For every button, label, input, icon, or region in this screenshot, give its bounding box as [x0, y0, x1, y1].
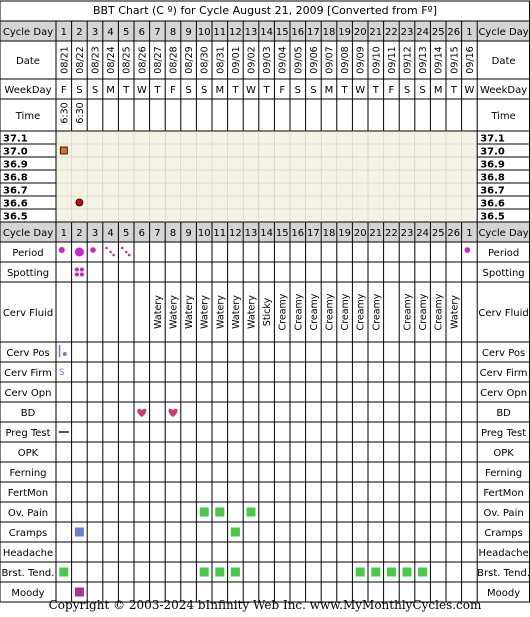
temp-axis-label-right: 37.1: [480, 133, 505, 145]
cervical-fluid-label: Watery: [230, 295, 242, 329]
period-spot-mark: [105, 247, 108, 250]
breast-tenderness-mark: [200, 568, 209, 577]
date-label: 08/29: [184, 46, 196, 74]
temp-axis-label-left: 36.5: [3, 211, 28, 223]
row-label-left: Cerv Firm: [4, 368, 52, 379]
row-label-right: Cycle Day: [478, 228, 529, 239]
period-spot-mark: [128, 254, 131, 257]
row-label-left: Ov. Pain: [7, 508, 49, 519]
cervical-fluid-label: Creamy: [293, 293, 305, 331]
ovulation-pain-mark: [215, 508, 224, 517]
cycle-day-number: 7: [154, 228, 161, 239]
cycle-day-number: 8: [169, 228, 177, 239]
temperature-area-bg: [56, 131, 477, 222]
breast-tenderness-mark: [387, 568, 396, 577]
period-spot-mark: [112, 254, 115, 257]
date-label: 09/12: [402, 46, 414, 74]
period-mark: [90, 247, 96, 253]
date-label: 09/03: [262, 46, 274, 74]
pregnancy-test-mark: [59, 431, 69, 433]
cycle-day-number: 26: [447, 27, 461, 38]
cervical-fluid-label: Creamy: [277, 293, 289, 331]
cycle-day-number: 1: [466, 228, 473, 239]
row-label-right: Cramps: [484, 528, 523, 539]
date-label: 09/15: [449, 46, 461, 74]
cycle-day-number: 16: [291, 27, 305, 38]
date-label: 09/10: [371, 46, 383, 74]
row-label-right: Brst. Tend.: [477, 568, 530, 579]
bd-heart-icon: [137, 409, 146, 417]
temp-axis-label-left: 37.0: [3, 146, 28, 158]
row-label-left: Time: [15, 111, 41, 122]
period-mark: [75, 248, 84, 257]
cycle-day-number: 22: [385, 27, 398, 38]
date-label: 09/09: [355, 46, 367, 74]
row-label-right: Cycle Day: [478, 27, 529, 38]
time-label: 6:30: [74, 102, 86, 124]
date-label: 08/30: [199, 46, 211, 74]
cycle-day-number: 10: [197, 27, 211, 38]
row-label-left: Spotting: [6, 268, 50, 279]
date-label: 08/28: [168, 46, 180, 74]
date-label: 09/05: [293, 46, 305, 74]
cervical-fluid-label: Watery: [199, 295, 211, 329]
cervical-fluid-label: Watery: [152, 295, 164, 329]
weekday-label: W: [246, 85, 256, 96]
cervical-fluid-label: Watery: [168, 295, 180, 329]
weekday-label: M: [215, 85, 225, 96]
row-label-right: FertMon: [483, 488, 524, 499]
row-label-left: Preg Test: [5, 428, 51, 439]
date-label: 08/25: [121, 46, 133, 74]
date-label: 08/21: [59, 46, 71, 74]
weekday-label: F: [388, 85, 395, 96]
copyright-text: Copyright © 2003-2024 bInfinity Web Inc. www.MyMonthlyCycles.com: [48, 598, 482, 612]
row-label-left: Period: [12, 248, 44, 259]
cervical-fluid-label: Creamy: [308, 293, 320, 331]
cycle-day-number: 25: [431, 27, 445, 38]
temp-axis-label-right: 36.9: [480, 159, 505, 171]
weekday-label: T: [123, 85, 130, 96]
cycle-day-number: 3: [91, 228, 99, 239]
row-label-left: Ferning: [9, 468, 47, 479]
row-label-right: Headache: [478, 548, 529, 559]
spotting-mark: [75, 273, 79, 277]
period-mark: [59, 247, 65, 253]
cycle-day-number: 9: [185, 228, 192, 239]
date-label: 09/14: [433, 46, 445, 74]
cervical-fluid-label: Creamy: [418, 293, 430, 331]
date-label: 08/27: [152, 46, 164, 74]
temp-axis-label-right: 36.6: [480, 198, 505, 210]
weekday-label: S: [76, 85, 83, 96]
cervical-fluid-label: Creamy: [371, 293, 383, 331]
cervical-fluid-label: Watery: [449, 295, 461, 329]
cycle-day-number: 24: [416, 27, 429, 38]
date-label: 09/13: [418, 46, 430, 74]
date-label: 09/07: [324, 46, 336, 74]
weekday-label: T: [232, 85, 239, 96]
breast-tenderness-mark: [403, 568, 412, 577]
cycle-day-number: 24: [416, 228, 429, 239]
cycle-day-number: 12: [229, 27, 242, 38]
row-label-left: Date: [16, 56, 40, 67]
row-label-left: FertMon: [7, 488, 49, 499]
cycle-day-number: 1: [60, 228, 67, 239]
cycle-day-number: 22: [385, 228, 398, 239]
cycle-day-number: 1: [466, 27, 473, 38]
temp-axis-label-left: 36.6: [3, 198, 28, 210]
temp-axis-label-left: 36.8: [3, 172, 28, 184]
date-label: 09/04: [277, 46, 289, 74]
cervix-position-bar: [59, 345, 61, 357]
weekday-label: S: [403, 85, 411, 96]
temp-axis-label-right: 36.8: [480, 172, 505, 184]
cycle-day-number: 12: [229, 228, 242, 239]
row-label-right: Cerv Fluid: [478, 308, 529, 319]
cervical-fluid-label: Creamy: [340, 293, 352, 331]
row-label-left: OPK: [17, 448, 39, 459]
cervical-fluid-label: Watery: [184, 295, 196, 329]
cycle-day-number: 13: [244, 27, 258, 38]
date-label: 09/11: [386, 46, 398, 74]
cycle-day-number: 18: [322, 228, 336, 239]
row-label-right: Cerv Firm: [479, 368, 528, 379]
breast-tenderness-mark: [59, 568, 68, 577]
bd-heart-icon: [168, 409, 177, 417]
date-label: 09/01: [230, 46, 242, 74]
period-spot-mark: [121, 247, 124, 250]
weekday-label: S: [419, 85, 426, 96]
cycle-day-number: 26: [447, 228, 461, 239]
weekday-label: W: [136, 85, 147, 96]
weekday-label: S: [185, 85, 192, 96]
row-label-left: Headache: [2, 548, 54, 559]
weekday-label: T: [154, 85, 161, 96]
cervical-fluid-label: Creamy: [324, 293, 336, 331]
date-label: 09/16: [464, 46, 476, 74]
weekday-label: S: [310, 85, 317, 96]
period-spot-mark: [109, 251, 112, 254]
weekday-label: M: [324, 85, 334, 96]
spotting-mark: [75, 268, 79, 272]
row-label-right: Ov. Pain: [483, 508, 524, 519]
row-label-left: Cerv Pos: [6, 348, 50, 359]
weekday-label: T: [450, 85, 457, 96]
row-label-left: Cerv Opn: [4, 388, 52, 399]
cycle-day-number: 11: [213, 27, 227, 38]
cycle-day-number: 2: [76, 27, 83, 38]
spotting-mark: [80, 268, 84, 272]
weekday-label: F: [279, 85, 286, 96]
weekday-label: S: [91, 85, 99, 96]
cycle-day-number: 15: [275, 228, 289, 239]
cycle-day-number: 21: [369, 27, 383, 38]
row-label-right: Spotting: [482, 268, 525, 279]
cycle-day-number: 21: [369, 228, 383, 239]
breast-tenderness-mark: [418, 568, 427, 577]
cycle-day-number: 3: [91, 27, 99, 38]
weekday-label: M: [433, 85, 443, 96]
time-label: 6:30: [59, 102, 71, 124]
cycle-day-number: 14: [260, 27, 273, 38]
row-label-left: BD: [20, 408, 36, 419]
temp-axis-label-right: 36.5: [480, 211, 505, 223]
period-mark: [465, 247, 471, 253]
cervical-fluid-label: Creamy: [433, 293, 445, 331]
cycle-day-number: 6: [138, 27, 145, 38]
cycle-day-number: 18: [322, 27, 336, 38]
temperature-point: [76, 199, 83, 206]
date-label: 09/06: [308, 46, 320, 74]
date-label: 09/08: [340, 46, 352, 74]
cycle-day-number: 17: [307, 27, 320, 38]
row-label-left: Cycle Day: [2, 27, 54, 38]
breast-tenderness-mark: [231, 568, 240, 577]
weekday-label: T: [372, 85, 379, 96]
cycle-day-number: 2: [76, 228, 83, 239]
row-label-left: Cerv Fluid: [2, 308, 54, 319]
cycle-day-number: 15: [275, 27, 289, 38]
cycle-day-number: 14: [260, 228, 273, 239]
cramps-mark: [75, 528, 84, 537]
row-label-left: Cramps: [8, 528, 48, 539]
cycle-day-number: 19: [338, 228, 351, 239]
weekday-label: M: [106, 85, 115, 96]
cervix-firmness-mark: S: [58, 368, 65, 378]
cycle-day-number: 20: [353, 27, 367, 38]
cycle-day-number: 25: [431, 228, 445, 239]
cycle-day-number: 23: [400, 228, 414, 239]
temperature-point: [60, 147, 67, 154]
cycle-day-number: 4: [107, 228, 114, 239]
cervix-position-dot: [63, 352, 67, 356]
cycle-day-number: 6: [138, 228, 145, 239]
breast-tenderness-mark: [371, 568, 380, 577]
weekday-label: F: [60, 85, 67, 96]
date-label: 08/22: [74, 46, 86, 74]
period-spot-mark: [125, 251, 128, 254]
cervical-fluid-label: Sticky: [262, 297, 274, 327]
date-label: 08/23: [90, 46, 102, 74]
weekday-label: W: [355, 85, 366, 96]
row-label-right: Period: [488, 248, 520, 259]
temp-axis-label-left: 36.9: [3, 159, 28, 171]
cycle-day-number: 19: [338, 27, 351, 38]
cervical-fluid-label: Watery: [215, 295, 227, 329]
breast-tenderness-mark: [215, 568, 224, 577]
cycle-day-number: 7: [154, 27, 161, 38]
chart-title: BBT Chart (C º) for Cycle August 21, 2009 [Converted from Fº]: [92, 4, 438, 17]
weekday-label: S: [294, 85, 301, 96]
row-label-left: Moody: [11, 588, 45, 599]
spotting-mark: [80, 273, 84, 277]
row-label-left: WeekDay: [4, 85, 52, 96]
row-label-right: Cerv Pos: [481, 348, 526, 359]
cramps-mark: [231, 528, 240, 537]
cycle-day-number: 10: [197, 228, 211, 239]
ovulation-pain-mark: [200, 508, 209, 517]
weekday-label: S: [201, 85, 208, 96]
cycle-day-number: 4: [107, 27, 114, 38]
row-label-right: OPK: [493, 448, 514, 459]
row-label-right: BD: [496, 408, 511, 419]
row-label-right: Ferning: [485, 468, 523, 479]
cycle-day-number: 5: [123, 228, 130, 239]
row-label-left: Cycle Day: [2, 228, 54, 239]
weekday-label: T: [263, 85, 270, 96]
weekday-label: W: [464, 85, 475, 96]
cycle-day-number: 9: [185, 27, 192, 38]
ovulation-pain-mark: [247, 508, 256, 517]
cycle-day-number: 5: [123, 27, 130, 38]
row-label-right: Time: [491, 111, 516, 122]
row-label-right: WeekDay: [480, 85, 528, 96]
temp-axis-label-left: 36.7: [3, 185, 28, 197]
moody-mark: [75, 588, 84, 597]
cycle-day-number: 11: [213, 228, 227, 239]
row-label-right: Preg Test: [481, 428, 527, 439]
cycle-day-number: 16: [291, 228, 305, 239]
row-label-right: Date: [491, 56, 516, 67]
temp-axis-label-left: 37.1: [3, 133, 28, 145]
cycle-day-number: 13: [244, 228, 258, 239]
cycle-day-number: 8: [169, 27, 177, 38]
row-label-right: Moody: [487, 588, 521, 599]
date-label: 08/26: [137, 46, 149, 74]
weekday-label: T: [341, 85, 348, 96]
cervical-fluid-label: Creamy: [402, 293, 414, 331]
date-label: 08/31: [215, 46, 227, 74]
date-label: 09/02: [246, 46, 258, 74]
cervical-fluid-label: Creamy: [355, 293, 367, 331]
temp-axis-label-right: 36.7: [480, 185, 505, 197]
temp-axis-label-right: 37.0: [480, 146, 505, 158]
weekday-label: F: [170, 85, 176, 96]
cervical-fluid-label: Watery: [246, 295, 258, 329]
cycle-day-number: 17: [307, 228, 320, 239]
breast-tenderness-mark: [356, 568, 365, 577]
date-label: 08/24: [106, 46, 118, 74]
row-label-right: Cerv Opn: [480, 388, 528, 399]
row-label-left: Brst. Tend.: [1, 568, 55, 579]
cycle-day-number: 1: [60, 27, 67, 38]
cycle-day-number: 23: [400, 27, 414, 38]
cycle-day-number: 20: [353, 228, 367, 239]
